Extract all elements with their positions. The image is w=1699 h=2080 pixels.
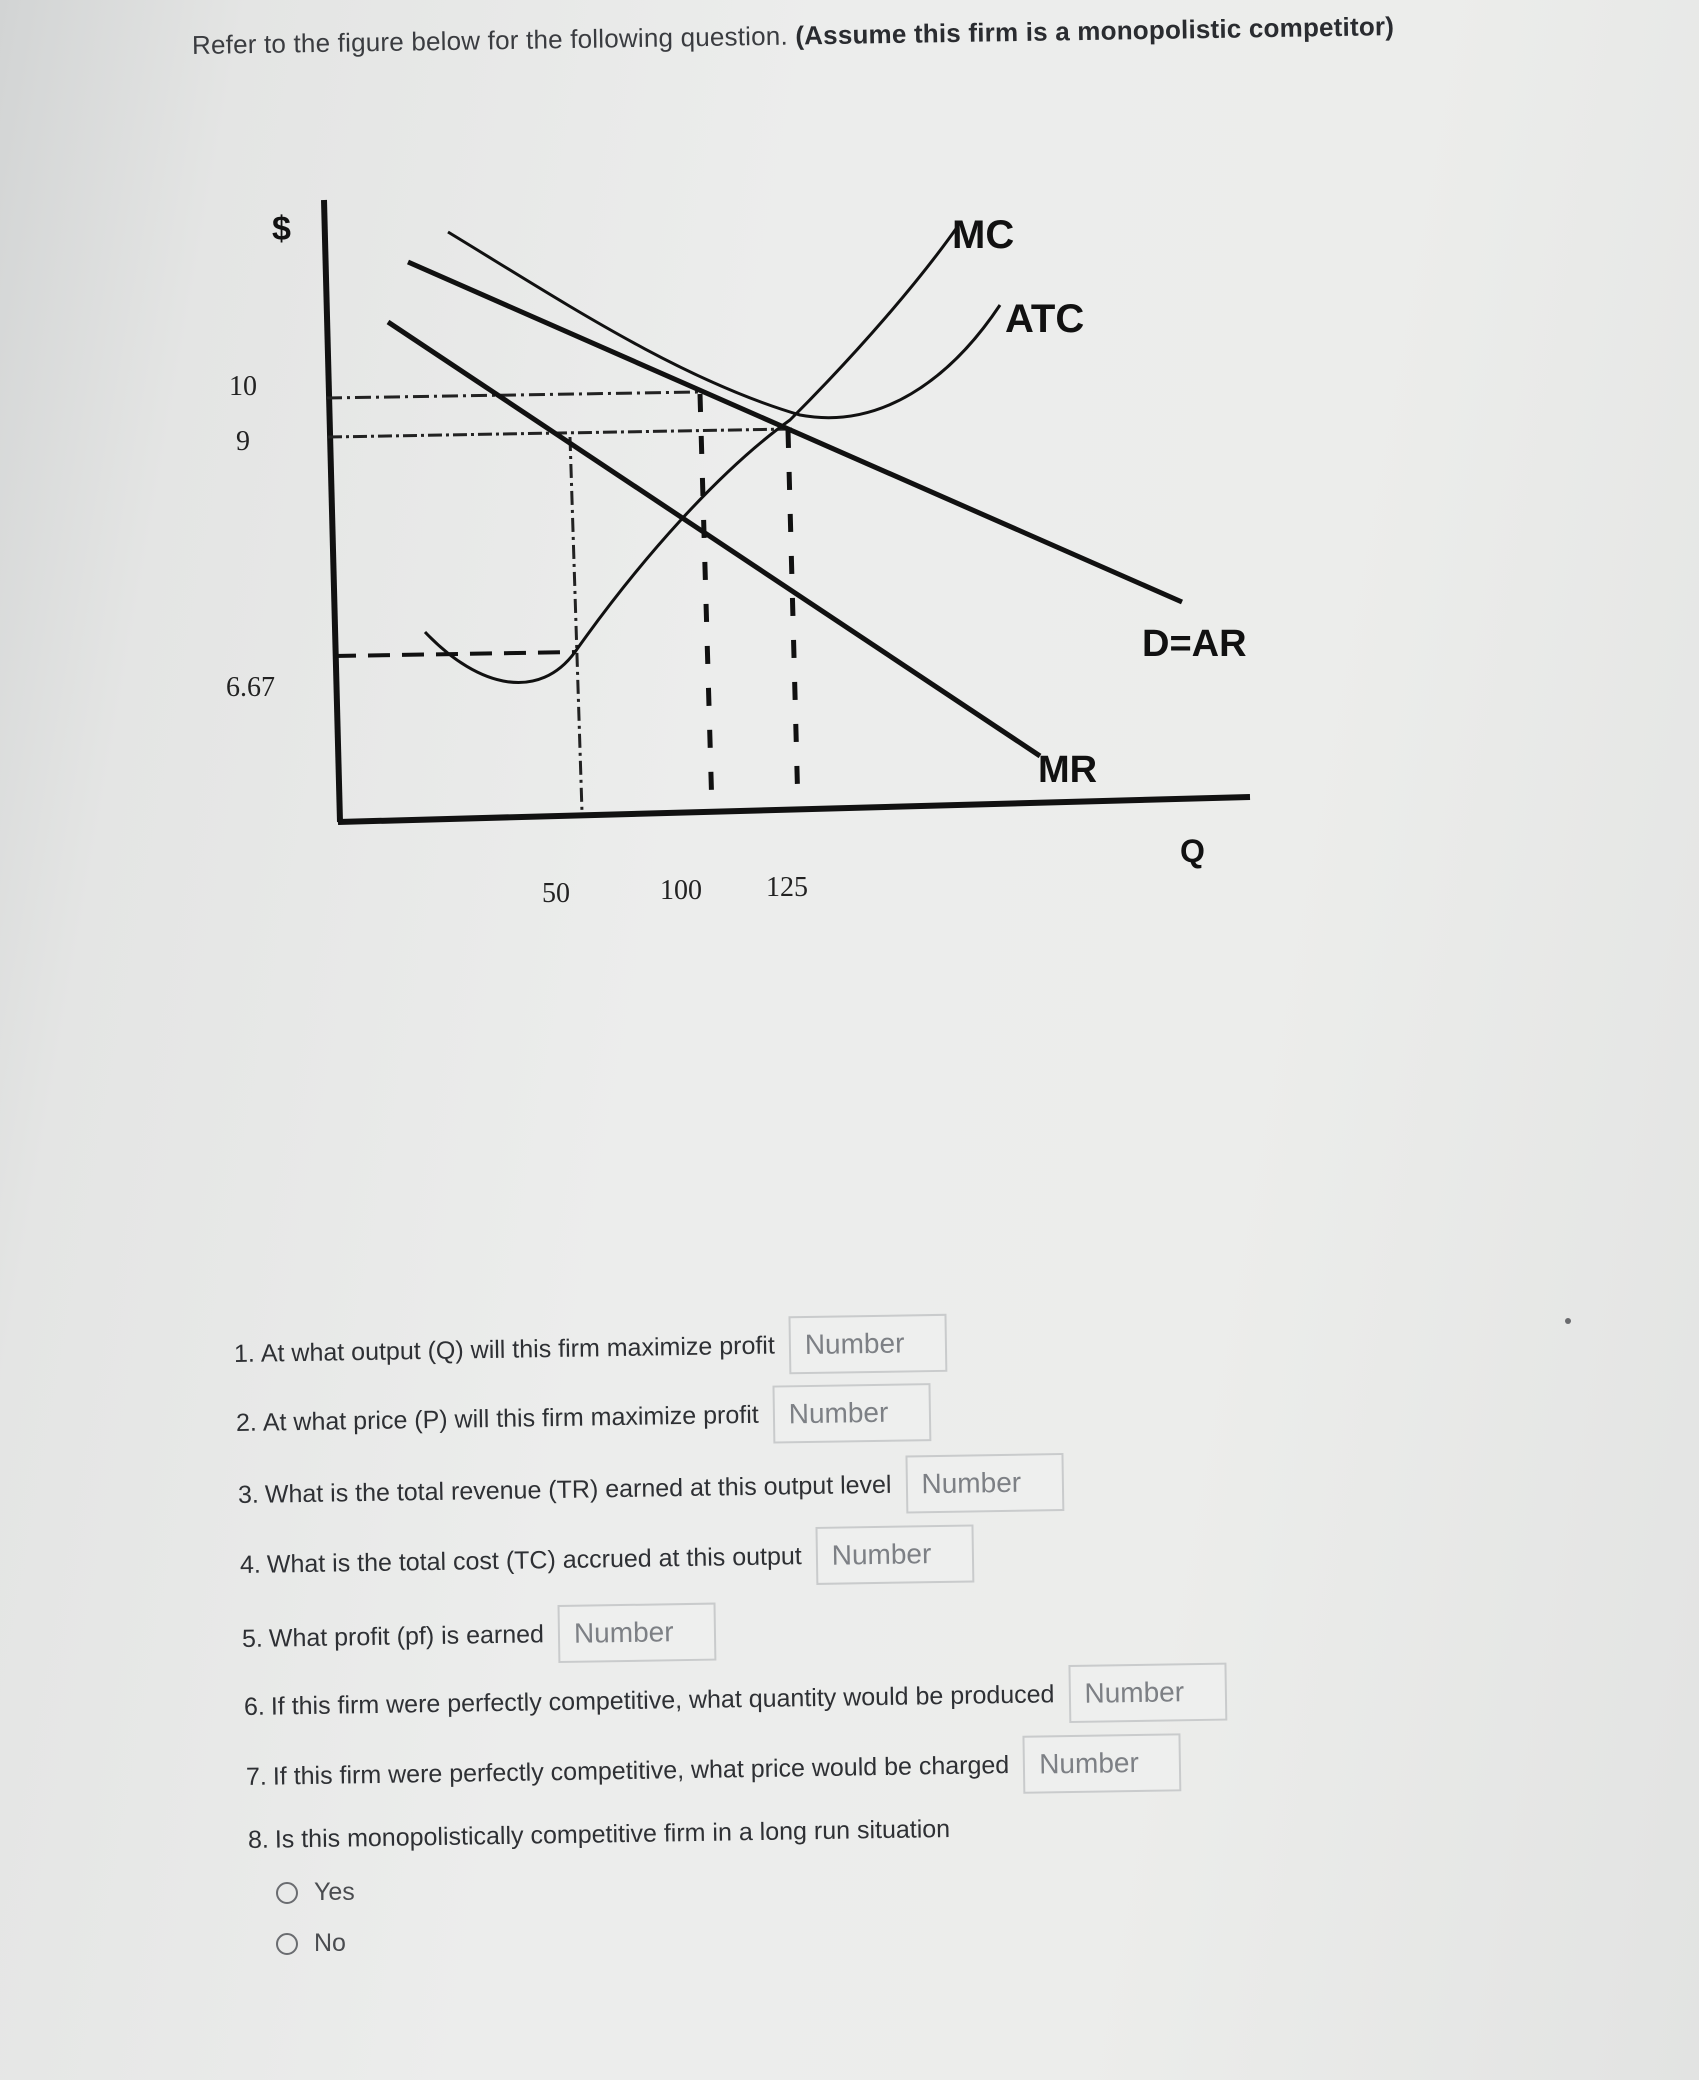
y-axis-label: $ xyxy=(272,210,291,248)
answer-input-6[interactable] xyxy=(1068,1663,1227,1723)
mc-label: MC xyxy=(952,213,1015,257)
question-text: At what price (P) will this firm maximize profit xyxy=(262,1400,759,1437)
question-note: (Assume this firm is a monopolistic competitor) xyxy=(795,11,1395,51)
question-7 xyxy=(246,1733,1182,1806)
question-8 xyxy=(248,1815,951,1855)
answer-input-7[interactable] xyxy=(1023,1733,1182,1793)
question-1 xyxy=(234,1314,948,1383)
question-2 xyxy=(236,1383,932,1452)
question-text: What is the total cost (TC) accrued at this output xyxy=(266,1541,802,1579)
answer-input-5[interactable] xyxy=(557,1603,716,1663)
radio-button-no[interactable] xyxy=(276,1933,298,1955)
question-number: 4. xyxy=(239,1550,262,1579)
mr-label: MR xyxy=(1038,749,1098,791)
question-number: 6. xyxy=(243,1692,266,1721)
question-prompt: Refer to the figure below for the following question. xyxy=(191,20,789,60)
x-tick-100: 100 xyxy=(660,875,702,906)
x-tick-125: 125 xyxy=(766,872,808,903)
question-3 xyxy=(238,1453,1064,1524)
answer-input-1[interactable] xyxy=(788,1314,947,1374)
y-tick-9: 9 xyxy=(236,426,250,457)
radio-button-yes[interactable] xyxy=(276,1882,298,1904)
question-number: 1. xyxy=(233,1339,256,1368)
demand-label: D=AR xyxy=(1142,623,1247,665)
question-5 xyxy=(242,1603,717,1668)
option-yes[interactable] xyxy=(276,1878,355,1907)
option-no[interactable] xyxy=(276,1929,346,1958)
question-text: If this firm were perfectly competitive, what price would be charged xyxy=(272,1750,1010,1791)
question-text: What is the total revenue (TR) earned at this output level xyxy=(264,1470,892,1509)
question-number: 5. xyxy=(241,1624,264,1653)
x-tick-50: 50 xyxy=(542,878,570,909)
question-number: 2. xyxy=(235,1408,258,1437)
question-number: 3. xyxy=(237,1480,260,1509)
answer-input-4[interactable] xyxy=(815,1524,974,1584)
question-text: If this firm were perfectly competitive, what quantity would be produced xyxy=(270,1679,1055,1721)
question-number: 8. xyxy=(247,1825,270,1854)
atc-label: ATC xyxy=(1005,297,1085,341)
question-text: At what output (Q) will this firm maximize profit xyxy=(260,1331,776,1368)
question-text: What profit (pf) is earned xyxy=(268,1619,545,1653)
option-label: Yes xyxy=(314,1878,355,1906)
question-4 xyxy=(240,1524,975,1594)
answer-input-2[interactable] xyxy=(772,1383,931,1443)
y-tick-667: 6.67 xyxy=(226,672,275,703)
x-axis-label: Q xyxy=(1180,833,1205,869)
question-6 xyxy=(244,1663,1227,1736)
y-tick-10: 10 xyxy=(229,371,257,402)
option-label: No xyxy=(314,1929,346,1957)
question-text: Is this monopolistically competitive firm in a long run situation xyxy=(274,1814,951,1854)
question-number: 7. xyxy=(245,1762,268,1791)
answer-input-3[interactable] xyxy=(905,1453,1064,1513)
stray-dot xyxy=(1565,1318,1571,1324)
